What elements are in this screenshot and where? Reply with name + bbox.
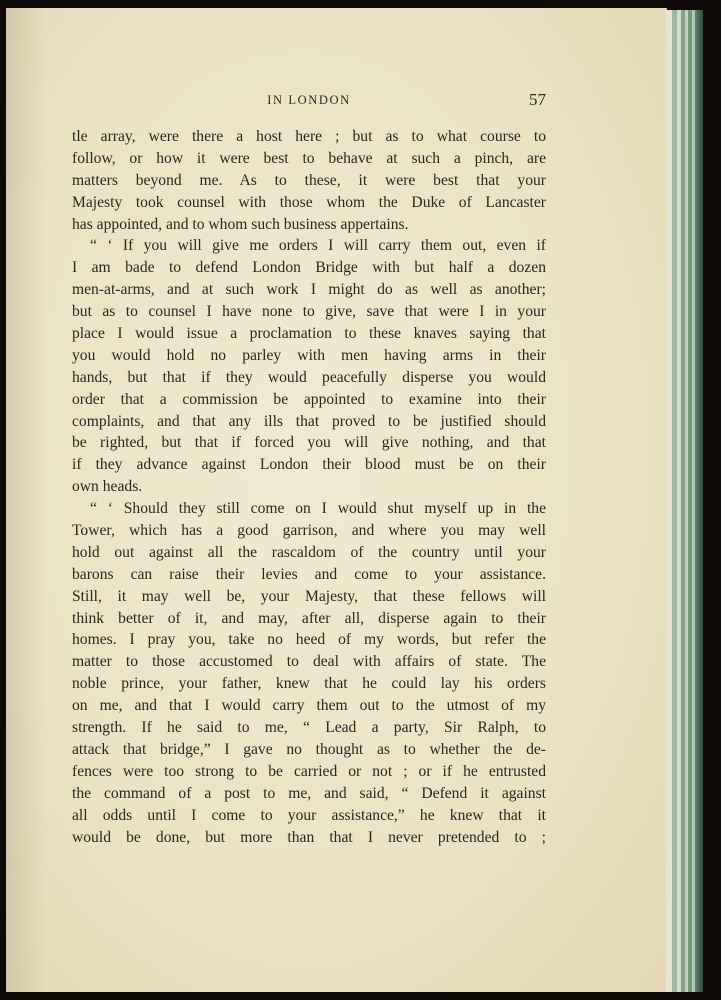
running-head: IN LONDON [267,93,351,107]
text-line: matter to those accustomed to deal with affairs of state. The [72,653,546,671]
text-line: place I would issue a proclamation to these knaves saying that [72,325,546,343]
text-line: matters beyond me. As to these, it were best that your [72,171,546,189]
background [703,10,721,992]
text-line: “ ‘ If you will give me orders I will carry them out, even if [90,237,546,255]
text-line: Majesty took counsel with those whom the Duke of Lancaster [72,193,546,211]
text-line: would be done, but more than that I never pretended to ; [72,828,546,846]
text-line: fences were too strong to be carried or not ; or if he entrusted [72,762,546,780]
page-number: 57 [529,90,546,109]
text-line: has appointed, and to whom such business appertains. [72,215,409,233]
text-line: complaints, and that any ills that proved to be justified should [72,412,546,430]
text-line: “ ‘ Should they still come on I would shut myself up in the [90,500,546,518]
text-line: Tower, which has a good garrison, and where you may well [72,522,546,540]
book-cover-edge [695,10,703,992]
text-line: men-at-arms, and at such work I might do as well as another; [72,281,546,299]
text-line: all odds until I come to your assistance,” he knew that it [72,806,546,824]
text-line: noble prince, your father, knew that he could lay his orders [72,675,546,693]
page-header [72,90,546,110]
text-line: you would hold no parley with men having arms in their [72,346,546,364]
body-text [72,126,546,848]
text-line: hold out against all the rascaldom of the country until your [72,543,546,561]
text-line: barons can raise their levies and come to your assistance. [72,565,546,583]
text-line: attack that bridge,” I gave no thought as to whether the de- [72,740,546,758]
text-line: homes. I pray you, take no heed of my words, but refer the [72,631,546,649]
text-line: Still, it may well be, your Majesty, that these fellows will [72,587,546,605]
text-line: strength. If he said to me, “ Lead a party, Sir Ralph, to [72,719,546,737]
text-line: follow, or how it were best to behave at such a pinch, are [72,149,546,167]
text-line: I am bade to defend London Bridge with but half a dozen [72,259,546,277]
gutter-shadow [6,8,46,992]
text-line: own heads. [72,478,143,496]
text-line: if they advance against London their blood must be on their [72,456,546,474]
text-line: think better of it, and may, after all, disperse again to their [72,609,546,627]
text-line: order that a commission be appointed to examine into their [72,390,546,408]
text-line: hands, but that if they would peacefully disperse you would [72,368,546,386]
text-line: tle array, were there a host here ; but as to what course to [72,128,546,145]
text-line: be righted, but that if forced you will give nothing, and that [72,434,546,452]
text-line: but as to counsel I have none to give, save that were I in your [72,303,546,321]
text-line: the command of a post to me, and said, “ Defend it against [72,784,546,802]
text-line: on me, and that I would carry them out to the utmost of my [72,697,546,715]
